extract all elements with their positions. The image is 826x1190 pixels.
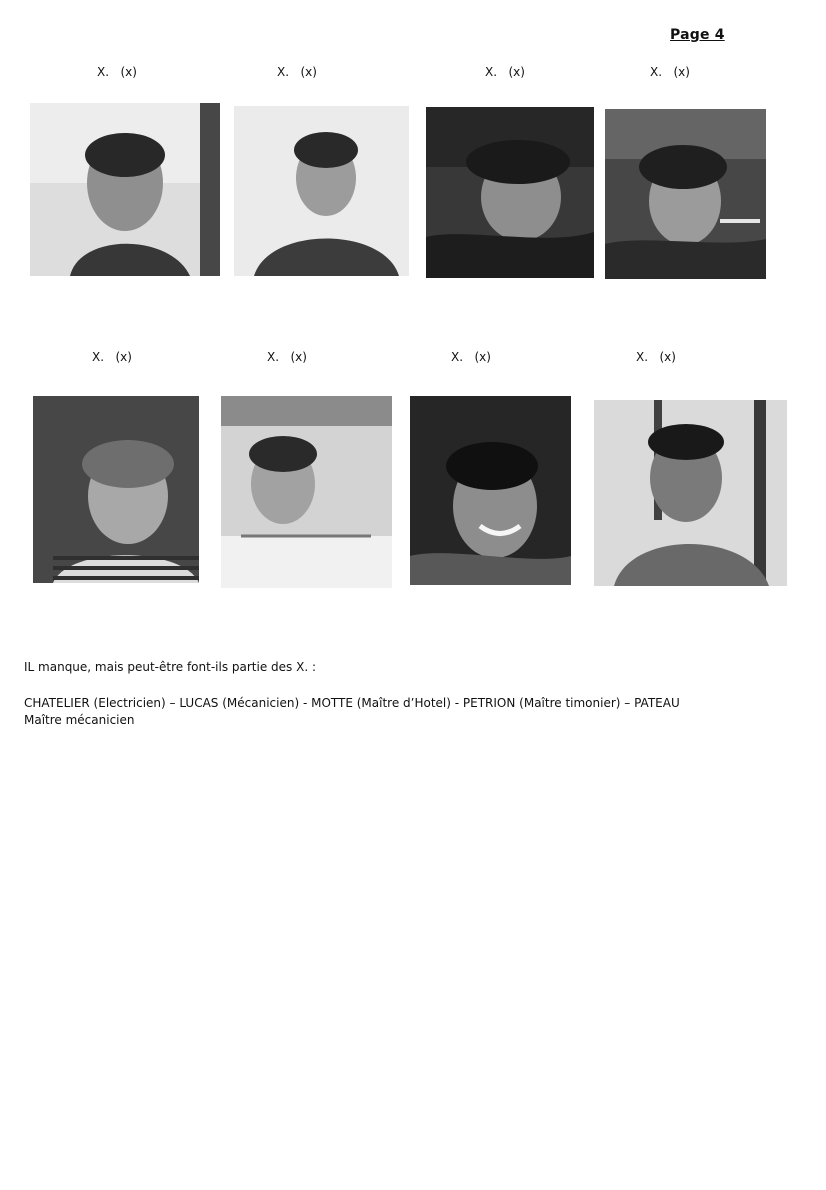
portrait-photo — [33, 396, 199, 583]
portrait-photo — [221, 396, 392, 588]
photo-caption: X. (x) — [636, 350, 676, 364]
photo-caption: X. (x) — [650, 65, 690, 79]
portrait-photo — [410, 396, 571, 585]
page-number: Page 4 — [670, 27, 725, 43]
missing-list-line1: CHATELIER (Electricien) – LUCAS (Mécanicien) - MOTTE (Maître d’Hotel) - PETRION (Maître timonier) – PATEAU — [24, 696, 680, 710]
missing-list-line2: Maître mécanicien — [24, 713, 135, 727]
photo-caption: X. (x) — [267, 350, 307, 364]
photo-caption: X. (x) — [451, 350, 491, 364]
photo-caption: X. (x) — [92, 350, 132, 364]
portrait-photo — [594, 400, 787, 586]
portrait-photo — [30, 103, 220, 276]
missing-intro: IL manque, mais peut-être font-ils partie des X. : — [24, 660, 317, 674]
portrait-photo — [605, 109, 766, 279]
photo-caption: X. (x) — [485, 65, 525, 79]
portrait-photo — [234, 106, 409, 276]
portrait-photo — [426, 107, 594, 278]
photo-caption: X. (x) — [97, 65, 137, 79]
photo-caption: X. (x) — [277, 65, 317, 79]
